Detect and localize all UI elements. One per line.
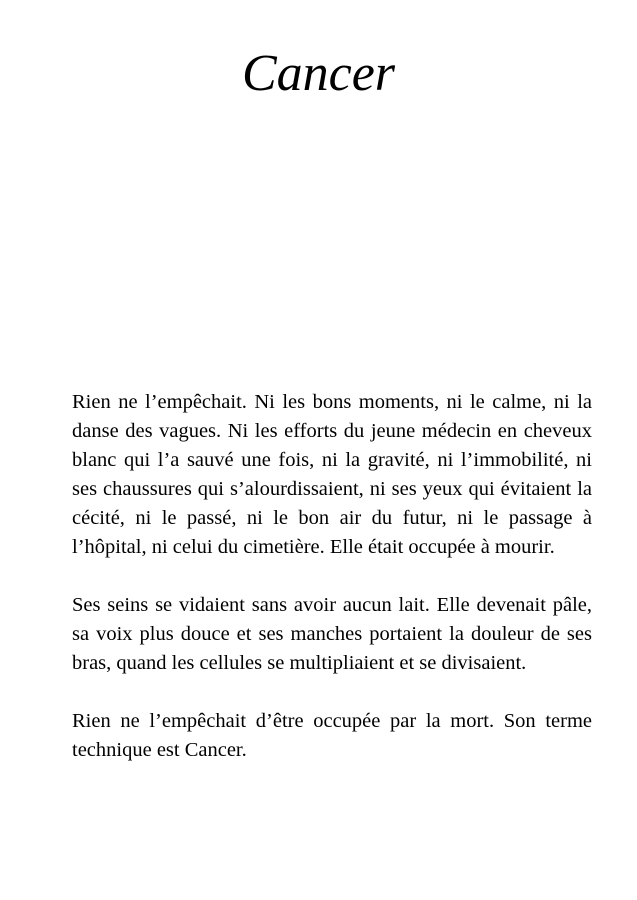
page-title: Cancer <box>241 45 396 102</box>
paragraph-3: Rien ne l’empêchait d’être occupée par la mort. Son terme technique est Cancer. <box>72 710 592 761</box>
poem-body <box>72 388 592 794</box>
paragraph-2: Ses seins se vidaient sans avoir aucun lait. Elle devenait pâle, sa voix plus douce et ses manches portaient la douleur de ses bras, quand les cellules se multipliaient et se divisaient. <box>72 594 592 674</box>
paragraph-1: Rien ne l’empêchait. Ni les bons moments, ni le calme, ni la danse des vagues. Ni les efforts du jeune médecin en cheveux blanc qui l’a sauvé une fois, ni la gravité, ni l’immobilité, ni ses chaussures qui s’alourdissaient, ni ses yeux qui évitaient la cécité, ni le passé, ni le bon air du futur, ni le passage à l’hôpital, ni celui du cimetière. Elle était occupée à mourir. <box>72 391 592 558</box>
